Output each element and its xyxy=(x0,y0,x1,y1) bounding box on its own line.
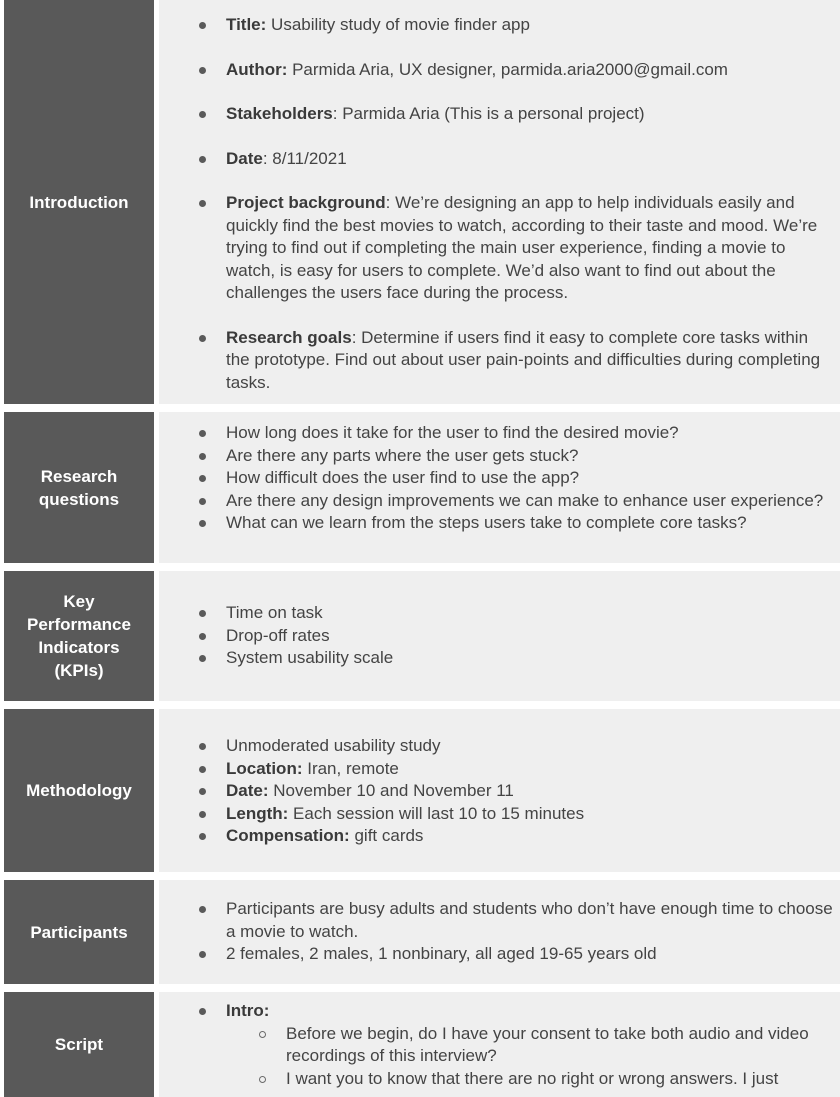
method-date: Date: November 10 and November 11 xyxy=(159,780,840,803)
content-methodology xyxy=(159,709,840,872)
method-location: Location: Iran, remote xyxy=(159,758,840,781)
method-length: Length: Each session will last 10 to 15 minutes xyxy=(159,803,840,826)
label-kpis: Key Performance Indicators (KPIs) xyxy=(4,571,154,701)
script-intro: Intro: Before we begin, do I have your consent to take both audio and video recordings of this interview? I want you to know that there are no right or wrong answers. I just xyxy=(159,1000,840,1090)
row-script xyxy=(4,992,840,1097)
list-item: Time on task xyxy=(159,602,840,625)
list-item: Before we begin, do I have your consent to take both audio and video recordings of this interview? xyxy=(226,1023,834,1068)
label-participants: Participants xyxy=(4,880,154,984)
intro-date: Date: 8/11/2021 xyxy=(159,148,840,171)
list-item: System usability scale xyxy=(159,647,840,670)
intro-goals: Research goals: Determine if users find it easy to complete core tasks within the prototype. Find out about user pain-points and difficulties during completing tasks. xyxy=(159,327,840,395)
list-item: I want you to know that there are no right or wrong answers. I just xyxy=(226,1068,834,1091)
list-item: How long does it take for the user to find the desired movie? xyxy=(159,422,840,445)
label-script: Script xyxy=(4,992,154,1097)
label-methodology: Methodology xyxy=(4,709,154,872)
intro-author: Author: Parmida Aria, UX designer, parmida.aria2000@gmail.com xyxy=(159,59,840,82)
list-item: Are there any parts where the user gets stuck? xyxy=(159,445,840,468)
intro-stakeholders: Stakeholders: Parmida Aria (This is a personal project) xyxy=(159,103,840,126)
content-research-questions xyxy=(159,412,840,563)
content-introduction xyxy=(159,0,840,404)
row-kpis xyxy=(4,571,840,701)
intro-background: Project background: We’re designing an app to help individuals easily and quickly find the best movies to watch, according to their taste and mood. We’re trying to find out if completing the main user experience, finding a movie to watch, is easy for users to complete. We’d also want to find out about the challenges the users face during the process. xyxy=(159,192,840,305)
content-script xyxy=(159,992,840,1097)
list-item: How difficult does the user find to use the app? xyxy=(159,467,840,490)
row-research-questions xyxy=(4,412,840,563)
list-item: 2 females, 2 males, 1 nonbinary, all aged 19-65 years old xyxy=(159,943,840,966)
list-item: Participants are busy adults and students who don’t have enough time to choose a movie to watch. xyxy=(159,898,840,943)
content-kpis xyxy=(159,571,840,701)
label-introduction: Introduction xyxy=(4,0,154,404)
label-research-questions: Research questions xyxy=(4,412,154,563)
row-methodology xyxy=(4,709,840,872)
row-participants xyxy=(4,880,840,984)
list-item: What can we learn from the steps users take to complete core tasks? xyxy=(159,512,840,535)
method-compensation: Compensation: gift cards xyxy=(159,825,840,848)
content-participants xyxy=(159,880,840,984)
list-item: Drop-off rates xyxy=(159,625,840,648)
intro-title: Title: Usability study of movie finder app xyxy=(159,14,840,37)
method-type: Unmoderated usability study xyxy=(159,735,840,758)
list-item: Are there any design improvements we can make to enhance user experience? xyxy=(159,490,840,513)
row-introduction xyxy=(4,0,840,404)
